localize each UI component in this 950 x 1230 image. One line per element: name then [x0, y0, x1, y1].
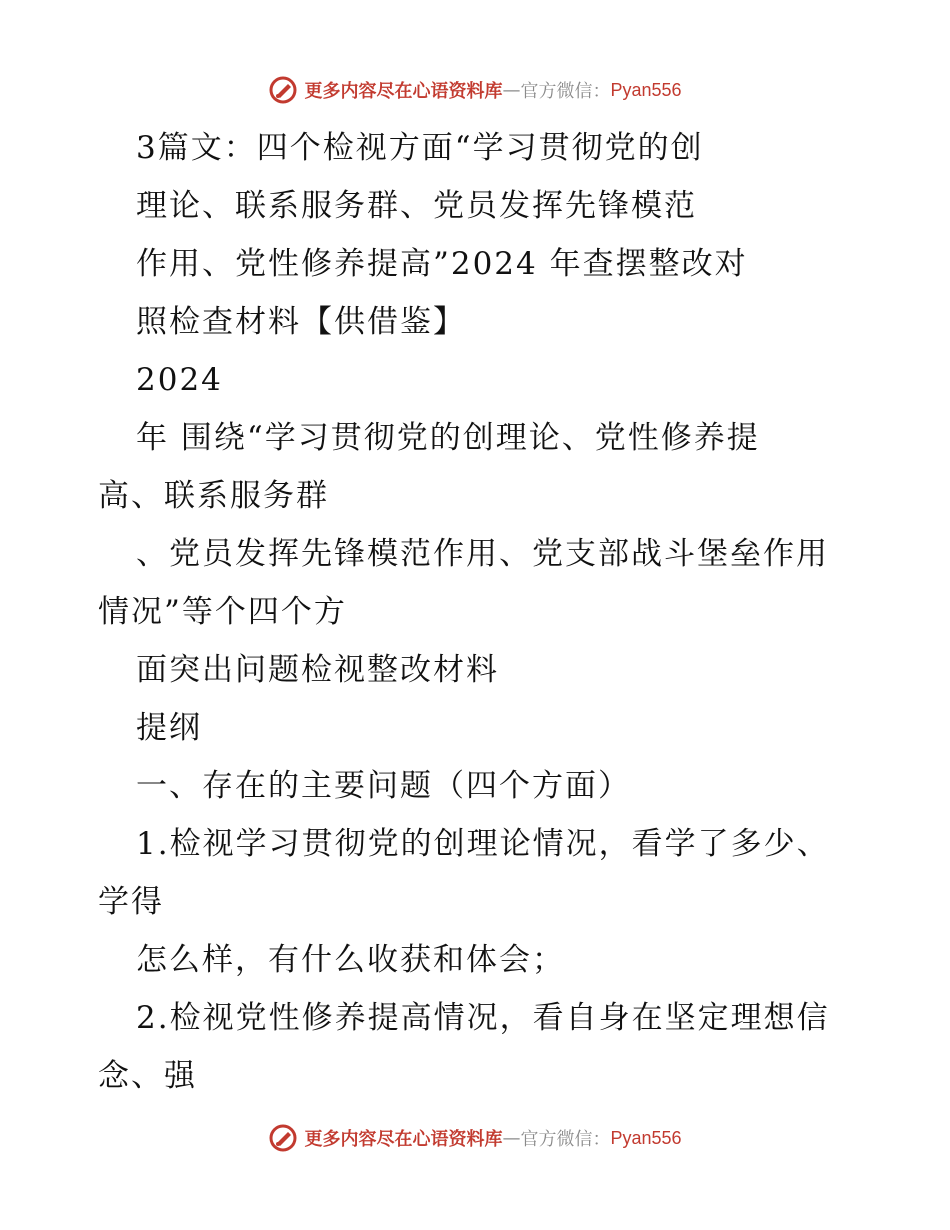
list-item-continued: 怎么样，有什么收获和体会；	[136, 942, 565, 978]
title-line-1: 3篇文：四个检视方面“学习贯彻党的创	[136, 130, 704, 166]
title-line-2: 理论、联系服务群、党员发挥先锋模范	[136, 188, 697, 224]
paragraph-line: 高、联系服务群	[98, 478, 329, 514]
watermark-dash: —	[502, 1127, 521, 1149]
watermark-library-name: 更多内容尽在心语资料库	[304, 1129, 503, 1150]
list-item: 2.检视党性修养提高情况，看自身在坚定理想信	[136, 1000, 830, 1036]
paragraph-line: 、党员发挥先锋模范作用、党支部战斗堡垒作用	[136, 536, 829, 572]
outline-heading: 提纲	[136, 710, 202, 746]
paragraph-line: 面突出问题检视整改材料	[136, 652, 499, 688]
watermark-dash: —	[502, 79, 521, 101]
paragraph-year: 2024	[136, 362, 223, 398]
title-line-3: 作用、党性修养提高”2024 年查摆整改对	[136, 246, 748, 282]
watermark-official-label: 官方微信：	[520, 81, 611, 102]
list-item: 1.检视学习贯彻党的创理论情况，看学了多少、	[136, 826, 830, 862]
watermark-wechat-id: Pyan556	[610, 1127, 682, 1148]
paragraph-line: 年 围绕“学习贯彻党的创理论、党性修养提	[136, 420, 760, 456]
watermark-official-label: 官方微信：	[520, 1129, 611, 1150]
watermark-library-name: 更多内容尽在心语资料库	[304, 81, 503, 102]
title-line-4: 照检查材料【供借鉴】	[136, 304, 466, 340]
watermark-wechat-id: Pyan556	[610, 79, 682, 100]
list-item-continued: 念、强	[98, 1058, 197, 1094]
list-item-continued: 学得	[98, 884, 164, 920]
paragraph-line: 情况”等个四个方	[98, 594, 347, 630]
section-heading: 一、存在的主要问题（四个方面）	[136, 768, 631, 804]
footer-watermark	[0, 1118, 950, 1158]
library-logo-icon	[268, 1123, 298, 1153]
